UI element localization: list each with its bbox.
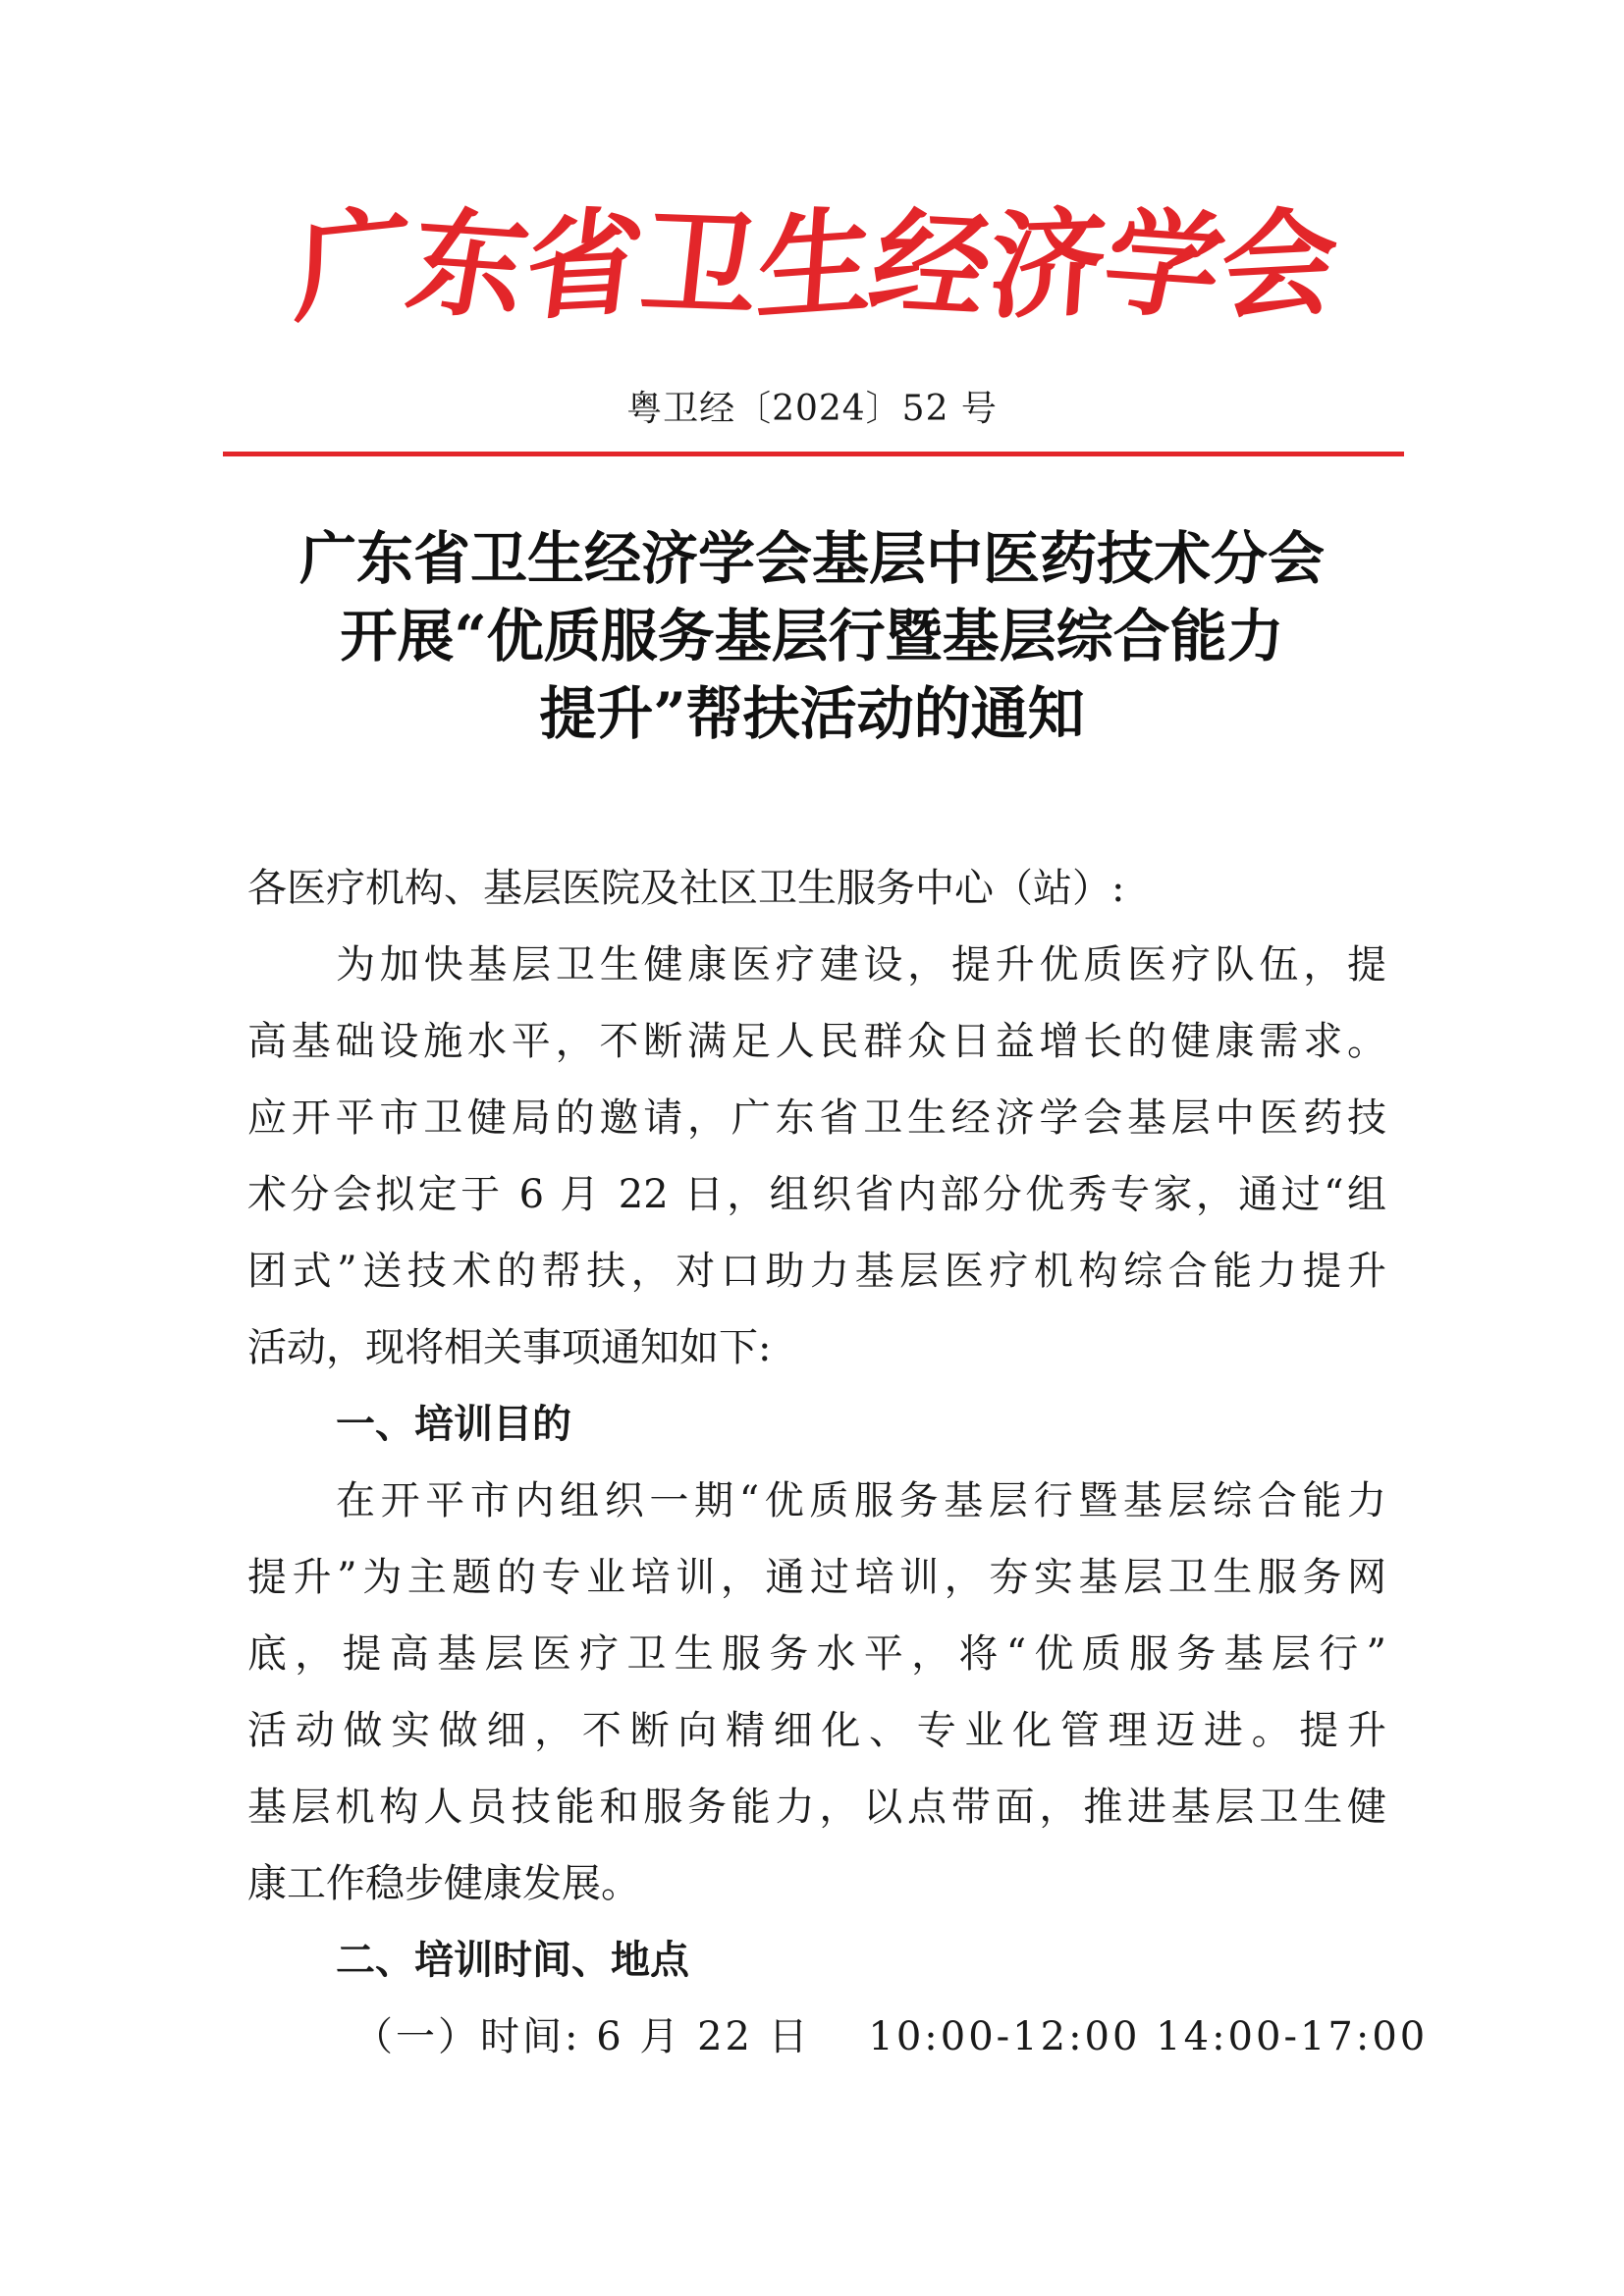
paragraph-line: 术分会拟定于 6 月 22 日，组织省内部分优秀专家，通过“组 (247, 1172, 1386, 1217)
paragraph-line: 为加快基层卫生健康医疗建设，提升优质医疗队伍，提 (336, 942, 1386, 988)
paragraph-line: 提升”为主题的专业培训，通过培训，夯实基层卫生服务网 (247, 1555, 1386, 1600)
masthead-char: 省 (517, 192, 651, 337)
red-divider (223, 452, 1404, 456)
title-line: 广东省卫生经济学会基层中医药技术分会 (298, 525, 1325, 592)
org-masthead (292, 189, 1341, 340)
document-body (247, 850, 1429, 2075)
masthead-char: 经 (858, 193, 1006, 336)
paragraph-line: 基层机构人员技能和服务能力，以点带面，推进基层卫生健 (247, 1785, 1386, 1830)
masthead-char: 广 (292, 189, 413, 340)
paragraph-line: 活动做实做细，不断向精细化、专业化管理迈进。提升 (247, 1708, 1386, 1753)
paragraph-line: 康工作稳步健康发展。 (247, 1861, 640, 1906)
section-heading: 二、培训时间、地点 (336, 1938, 689, 1983)
paragraph-line: 在开平市内组织一期“优质服务基层行暨基层综合能力 (336, 1478, 1386, 1523)
section-heading: 一、培训目的 (336, 1402, 571, 1447)
masthead-char: 济 (985, 193, 1110, 336)
paragraph-line: 应开平市卫健局的邀请，广东省卫生经济学会基层中医药技 (247, 1095, 1386, 1141)
title-line: 开展“优质服务基层行暨基层综合能力 (340, 603, 1284, 669)
masthead-char: 生 (753, 191, 879, 338)
masthead-char: 卫 (634, 194, 766, 335)
document-title (0, 520, 1624, 753)
document-number: 粤卫经〔2024〕52 号 (626, 389, 998, 429)
time-line: （一）时间: 6 月 22 日 10:00-12:00 14:00-17:00 (353, 2014, 1429, 2059)
paragraph-line: 活动，现将相关事项通知如下: (247, 1325, 772, 1370)
paragraph-line: 团式”送技术的帮扶，对口助力基层医疗机构综合能力提升 (247, 1249, 1386, 1294)
masthead-char: 会 (1218, 192, 1341, 337)
salutation: 各医疗机构、基层医院及社区卫生服务中心（站）: (247, 866, 1125, 911)
paragraph-line: 底，提高基层医疗卫生服务水平，将“优质服务基层行” (247, 1631, 1386, 1677)
masthead-char: 东 (399, 192, 539, 337)
title-line: 提升”帮扶活动的通知 (539, 680, 1085, 747)
masthead-char: 学 (1091, 192, 1236, 337)
paragraph-line: 高基础设施水平，不断满足人民群众日益增长的健康需求。 (247, 1019, 1386, 1064)
